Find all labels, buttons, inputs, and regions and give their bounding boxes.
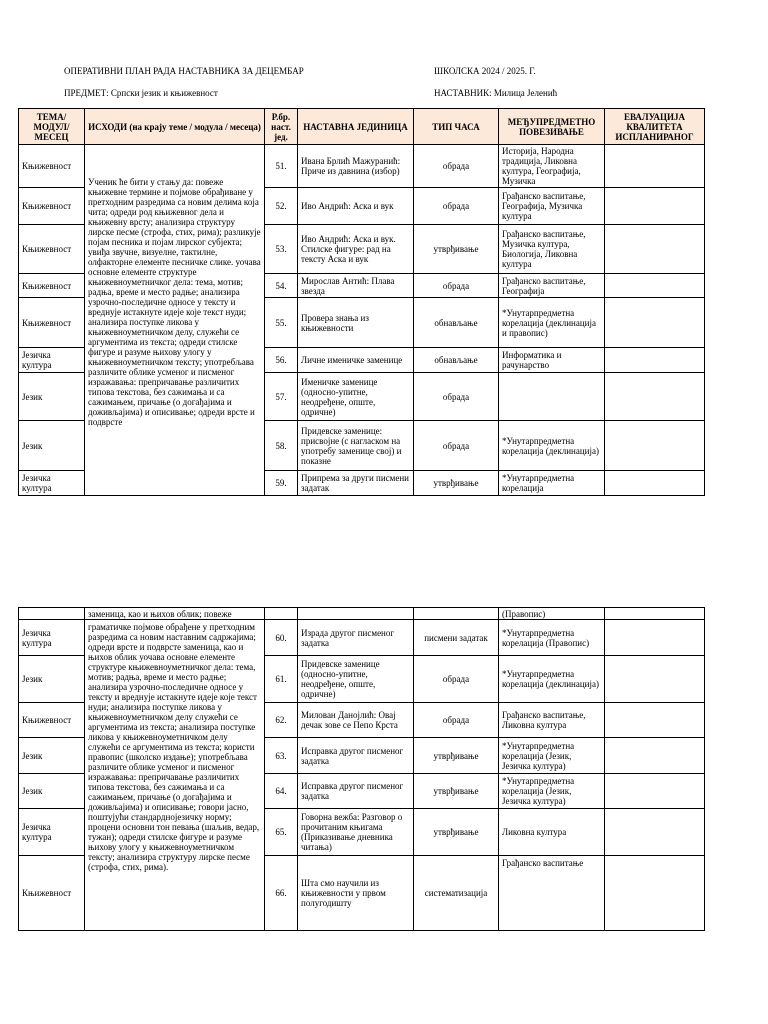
lesson-number: 55.	[265, 298, 298, 347]
school-year: ШКОЛСКА 2024 / 2025. Г.	[434, 66, 536, 76]
lesson-unit: Иво Андрић: Аска и вук. Стилске фигуре: рад на тексту Аска и вук	[298, 224, 414, 273]
lesson-type: систематизација	[414, 856, 499, 931]
subject-links: *Унутарпредметна корелација (деклинација)	[499, 421, 605, 470]
lesson-type: обрада	[414, 145, 499, 188]
evaluation-cell	[605, 421, 705, 470]
topic-cell: Језичка култура	[19, 620, 85, 656]
lesson-unit: Личне именичке заменице	[298, 347, 414, 372]
lesson-type: утврђивање	[414, 470, 499, 495]
subject-links: *Унутарпредметна корелација (Правопис)	[499, 620, 605, 656]
lesson-unit: Припрема за други писмени задатак	[298, 470, 414, 495]
subject-links: Грађанско васпитање	[499, 856, 605, 931]
lesson-type: утврђивање	[414, 738, 499, 774]
topic-cell: Књижевност	[19, 298, 85, 347]
subject-links: *Унутарпредметна корелација (Језик, Језичка култура)	[499, 774, 605, 809]
outcomes-cell	[85, 620, 265, 931]
evaluation-cell	[605, 347, 705, 372]
topic-cell: Књижевност	[19, 274, 85, 298]
lesson-number: 57.	[265, 373, 298, 421]
lesson-type: обрада	[414, 703, 499, 738]
lesson-type: обрада	[414, 188, 499, 225]
lesson-unit: Придевске заменице: присвојне (с нагласком на употребу заменице своj) и показне	[298, 421, 414, 470]
lesson-unit: Израда другог писменог задатка	[298, 620, 414, 656]
topic-cell: Књижевност	[19, 703, 85, 738]
subject-links: Ликовна култура	[499, 809, 605, 856]
outcomes-cell	[85, 145, 265, 496]
lesson-type: писмени задатак	[414, 620, 499, 656]
evaluation-cell	[605, 738, 705, 774]
evaluation-cell	[605, 470, 705, 495]
plan-table-december	[18, 108, 705, 496]
lesson-type	[414, 608, 499, 620]
col-header-type: ТИП ЧАСА	[414, 109, 499, 145]
plan-title: ОПЕРАТИВНИ ПЛАН РАДА НАСТАВНИКА ЗА ДЕЦЕМБАР	[64, 66, 304, 76]
subject-links: Информатика и рачунарство	[499, 347, 605, 372]
lesson-type: обрада	[414, 373, 499, 421]
col-header-unit: НАСТАВНА ЈЕДИНИЦА	[298, 109, 414, 145]
lesson-unit: Исправка другог писменог задатка	[298, 738, 414, 774]
lesson-unit: Шта смо научили из књижевности у првом полугодишту	[298, 856, 414, 931]
subject-label: ПРЕДМЕТ: Српски језик и књижевност	[64, 88, 218, 98]
evaluation-cell	[605, 145, 705, 188]
lesson-number: 61.	[265, 656, 298, 703]
lesson-number: 51.	[265, 145, 298, 188]
lesson-type: обнављање	[414, 347, 499, 372]
topic-cell: Језик	[19, 373, 85, 421]
lesson-number: 62.	[265, 703, 298, 738]
evaluation-cell	[605, 774, 705, 809]
lesson-number: 56.	[265, 347, 298, 372]
col-header-num: Р.бр. наст. јед.	[265, 109, 298, 145]
table-row	[19, 620, 705, 656]
lesson-unit: Исправка другог писменог задатка	[298, 774, 414, 809]
lesson-unit: Говорна вежба: Разговор о прочитаним књигама (Приказивање дневника читања)	[298, 809, 414, 856]
lesson-number: 66.	[265, 856, 298, 931]
lesson-unit: Провера знања из књижевности	[298, 298, 414, 347]
lesson-unit: Мирослав Антић: Плава звезда	[298, 274, 414, 298]
topic-cell: Језичка култура	[19, 809, 85, 856]
lesson-type: обнављање	[414, 298, 499, 347]
topic-cell: Књижевност	[19, 145, 85, 188]
topic-cell: Језичка култура	[19, 347, 85, 372]
subject-links: *Унутарпредметна корелација (деклинација и правопис)	[499, 298, 605, 347]
lesson-unit: Милован Данојлић: Овај дечак зове се Пепо Крста	[298, 703, 414, 738]
lesson-unit: Именичке заменице (односно-упитне, неодређене, опште, одричне)	[298, 373, 414, 421]
outcomes-text: Ученик ће бити у стању да: повеже књижевне термине и појмове обрађиване у претходним разредима са новим делима која чита; одреди род књижевног дела и књижевну врсту; анализира структуру лирске песме (строфа, стих, рима); разликује појам песника и појам лирског субјекта; увиђа звучне, визуелне, тактилне, олфакторне елементе песничке слике. уочава основне елементе структуре књижевноуметничког дела: тема, мотив; радња, време и место радње; анализира узрочно-последичне односе у тексту и вреднује истакнуте идеје које текст нуди; анализира поступке ликова у књижевноуметничком делу, служећи се аргументима из текста; одреди стилске фигуре и разуме њихову улогу у књижевноуметничком тексту; употребљава различите облике усменог и писменог изражавања: препричавање различитих типова текстова, без сажимања и са сажимањем, причање (о догађајима и доживљајима) и описивање; одреди врсте и подврсте	[88, 177, 261, 427]
lesson-type: обрада	[414, 274, 499, 298]
col-header-topic: ТЕМА/ МОДУЛ/ МЕСЕЦ	[19, 109, 85, 145]
lesson-number: 65.	[265, 809, 298, 856]
lesson-unit: Ивана Брлић Мажуранић: Приче из давнина (избор)	[298, 145, 414, 188]
outcomes-text: граматичке појмове обрађене у претходним разредима са новим наставним садржајима; одреди врсте и подврсте заменица, као и њихов облик уочава основне елементе структуре књижевноуметничког дела: тема, мотив; радња, време и место радње; анализира узрочно-последичне односе у тексту и вреднује истакнуте идеје које текст нуди; анализира поступке ликова у књижевноуметничком делу служећи се аргументима из текста; анализира поступке ликова у књижевноуметничком делу служећи се аргументима из текста; користи правопис (школско издање); употребљава различите облике усменог и писменог изражавања: препричавање различитих типова текстова, без сажимања и са сажимањем, причање (о догађајима и доживљајима) и описивање; говори јасно, поштујући стандарднојезичку норму; процени основни тон певања (шаљив, ведар, тужан); одреди стилске фигуре и разуме њихову улогу у књижевноуметничком тексту; анализира структуру лирске песме (строфа, стих, рима).	[88, 622, 260, 872]
evaluation-cell	[605, 620, 705, 656]
lesson-number	[265, 608, 298, 620]
lesson-number: 53.	[265, 224, 298, 273]
lesson-number: 54.	[265, 274, 298, 298]
topic-cell: Језик	[19, 738, 85, 774]
table-row	[19, 145, 705, 188]
evaluation-cell	[605, 809, 705, 856]
subject-links: (Правопис)	[499, 608, 605, 620]
subject-links: Грађанско васпитање, Музичка култура, Биологија, Ликовна култура	[499, 224, 605, 273]
evaluation-cell	[605, 224, 705, 273]
lesson-number: 60.	[265, 620, 298, 656]
topic-cell: Језик	[19, 421, 85, 470]
lesson-unit	[298, 608, 414, 620]
evaluation-cell	[605, 298, 705, 347]
lesson-number: 52.	[265, 188, 298, 225]
evaluation-cell	[605, 373, 705, 421]
subject-links: Грађанско васпитање, Географија, Музичка култура	[499, 188, 605, 225]
lesson-unit: Придевске заменице (односно-упитне, неодређене, опште, одричне)	[298, 656, 414, 703]
topic-cell: Језик	[19, 656, 85, 703]
col-header-links: МЕЂУПРЕДМЕТНО ПОВЕЗИВАЊЕ	[499, 109, 605, 145]
subject-links	[499, 373, 605, 421]
lesson-type: утврђивање	[414, 224, 499, 273]
topic-cell: Књижевност	[19, 224, 85, 273]
topic-cell	[19, 608, 85, 620]
evaluation-cell	[605, 188, 705, 225]
lesson-type: утврђивање	[414, 809, 499, 856]
lesson-unit: Иво Андрић: Аска и вук	[298, 188, 414, 225]
evaluation-cell	[605, 656, 705, 703]
lesson-type: обрада	[414, 421, 499, 470]
evaluation-cell	[605, 856, 705, 931]
lesson-number: 63.	[265, 738, 298, 774]
subject-links: Грађанско васпитање, Географија	[499, 274, 605, 298]
topic-cell: Језичка култура	[19, 470, 85, 495]
evaluation-cell	[605, 608, 705, 620]
table-header-row	[19, 109, 705, 145]
subject-links: *Унутарпредметна корелација	[499, 470, 605, 495]
subject-links: Грађанско васпитање, Ликовна култура	[499, 703, 605, 738]
col-header-outcomes: ИСХОДИ (на крају теме / модула / месеца)	[85, 109, 265, 145]
subject-links: Историја, Народна традиција, Ликовна култура, Географија, Музичка	[499, 145, 605, 188]
topic-cell: Књижевност	[19, 856, 85, 931]
table-row	[19, 608, 705, 620]
subject-links: *Унутарпредметна корелација (деклинација)	[499, 656, 605, 703]
lesson-type: обрада	[414, 656, 499, 703]
teacher-label: НАСТАВНИК: Милица Јеленић	[434, 88, 558, 98]
lesson-number: 58.	[265, 421, 298, 470]
lesson-number: 59.	[265, 470, 298, 495]
lesson-type: утврђивање	[414, 774, 499, 809]
topic-cell: Књижевност	[19, 188, 85, 225]
topic-cell: Језик	[19, 774, 85, 809]
plan-table-continued	[18, 607, 705, 931]
outcomes-continuation: заменица, као и њихов облик; повеже	[85, 608, 265, 620]
subject-links: *Унутарпредметна корелација (Језик, Језичка култура)	[499, 738, 605, 774]
evaluation-cell	[605, 274, 705, 298]
col-header-eval: ЕВАЛУАЦИЈА КВАЛИТЕТА ИСПЛАНИРАНОГ	[605, 109, 705, 145]
evaluation-cell	[605, 703, 705, 738]
lesson-number: 64.	[265, 774, 298, 809]
